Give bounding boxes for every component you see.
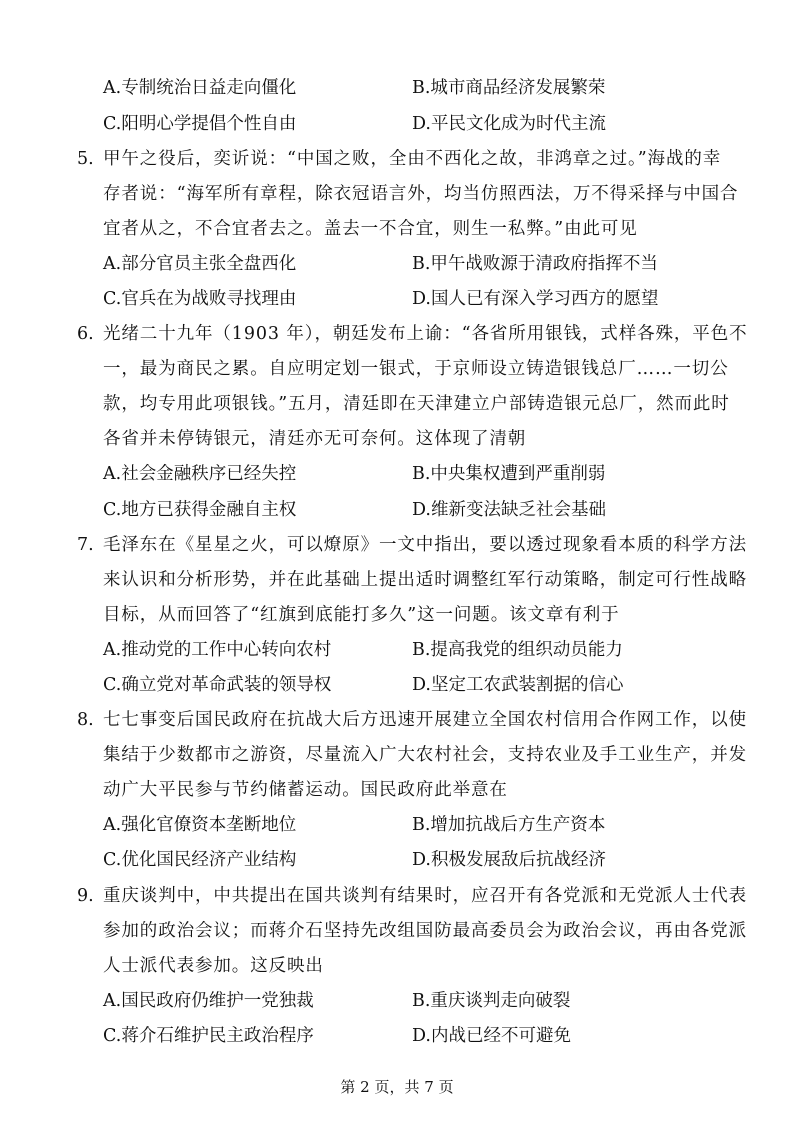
q9-stem-line-3: 人士派代表参加。这反映出	[103, 956, 324, 976]
q7-stem-line-2: 来认识和分析形势，并在此基础上提出适时调整红军行动策略，制定可行性战略	[103, 570, 747, 590]
q7-stem-line-1: 毛泽东在《星星之火，可以燎原》一文中指出，要以透过现象看本质的科学方法	[103, 535, 747, 555]
q6-option-d: D.维新变法缺乏社会基础	[412, 500, 606, 520]
q6-option-a: A.社会金融秩序已经失控	[103, 464, 297, 484]
q6-number: 6.	[77, 324, 94, 344]
q6-stem-line-3: 款，均专用此项银钱。”五月，清廷即在天津建立户部铸造银元总厂，然而此时	[103, 394, 730, 414]
q4-option-a: A.专制统治日益走向僵化	[103, 78, 297, 98]
q8-stem-line-3: 动广大平民参与节约储蓄运动。国民政府此举意在	[103, 780, 508, 800]
q7-option-a: A.推动党的工作中心转向农村	[103, 640, 332, 660]
q4-option-c: C.阳明心学提倡个性自由	[103, 114, 297, 134]
q7-option-b: B.提高我党的组织动员能力	[412, 640, 623, 660]
q5-option-c: C.官兵在为战败寻找理由	[103, 289, 297, 309]
q9-option-c: C.蒋介石维护民主政治程序	[103, 1026, 314, 1046]
q5-stem-line-2: 存者说：“海军所有章程，除衣冠语言外，均当仿照西法，万不得采择与中国合	[103, 184, 739, 204]
q8-stem-line-1: 七七事变后国民政府在抗战大后方迅速开展建立全国农村信用合作网工作，以使	[103, 710, 747, 730]
q5-option-b: B.甲午战败源于清政府指挥不当	[412, 254, 658, 274]
q6-option-b: B.中央集权遭到严重削弱	[412, 464, 606, 484]
q9-stem-line-2: 参加的政治会议；而蒋介石坚持先改组国防最高委员会为政治会议，再由各党派	[103, 921, 747, 941]
q8-option-c: C.优化国民经济产业结构	[103, 850, 297, 870]
q4-option-d: D.平民文化成为时代主流	[412, 114, 606, 134]
q8-option-d: D.积极发展敌后抗战经济	[412, 850, 606, 870]
q8-stem-line-2: 集结于少数都市之游资，尽量流入广大农村社会，支持农业及手工业生产，并发	[103, 745, 747, 765]
q8-option-b: B.增加抗战后方生产资本	[412, 815, 606, 835]
q5-stem-line-1: 甲午之役后，奕䜣说：“中国之败，全由不西化之故，非鸿章之过。”海战的幸	[103, 149, 722, 169]
q4-option-b: B.城市商品经济发展繁荣	[412, 78, 606, 98]
q8-number: 8.	[77, 710, 94, 730]
q7-option-d: D.坚定工农武装割据的信心	[412, 675, 624, 695]
q9-stem-line-1: 重庆谈判中，中共提出在国共谈判有结果时，应召开有各党派和无党派人士代表	[103, 886, 747, 906]
q9-number: 9.	[77, 886, 94, 906]
q7-option-c: C.确立党对革命武装的领导权	[103, 675, 332, 695]
q6-stem-line-2: 一，最为商民之累。自应明定划一银式，于京师设立铸造银钱总厂……一切公	[103, 359, 729, 379]
q5-option-d: D.国人已有深入学习西方的愿望	[412, 289, 659, 309]
page-number-footer: 第 2 页，共 7 页	[340, 1078, 454, 1096]
q7-stem-line-3: 目标，从而回答了“红旗到底能打多久”这一问题。该文章有利于	[103, 605, 620, 625]
q5-option-a: A.部分官员主张全盘西化	[103, 254, 297, 274]
q5-number: 5.	[77, 149, 94, 169]
q9-option-a: A.国民政府仍维护一党独裁	[103, 991, 314, 1011]
q9-option-b: B.重庆谈判走向破裂	[412, 991, 571, 1011]
q8-option-a: A.强化官僚资本垄断地位	[103, 815, 297, 835]
q6-stem-line-1: 光绪二十九年（1903 年），朝廷发布上谕：“各省所用银钱，式样各殊，平色不	[103, 324, 748, 344]
q6-stem-line-4: 各省并未停铸银元，清廷亦无可奈何。这体现了清朝	[103, 429, 527, 449]
q9-option-d: D.内战已经不可避免	[412, 1026, 571, 1046]
q6-option-c: C.地方已获得金融自主权	[103, 500, 297, 520]
q7-number: 7.	[77, 535, 94, 555]
q5-stem-line-3: 宜者从之，不合宜者去之。盖去一不合宜，则生一私弊。”由此可见	[103, 219, 638, 239]
